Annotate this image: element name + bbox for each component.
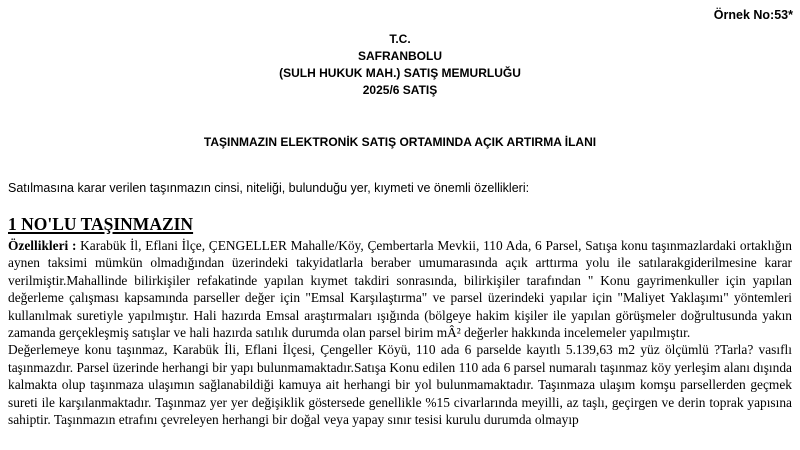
features-paragraph (8, 237, 792, 341)
features-text: Karabük İl, Eflani İlçe, ÇENGELLER Mahalle/Köy, Çembertarla Mevkii, 110 Ada, 6 Parsel, Satışa konu taşınmazlardaki ortaklığın aynen taksimi mümkün olmadığından üzerindeki takyidatlarla beraber umumarasında açık arttırma yolu ile satılarakgiderilmesine karar verilmiştir.Mahallinde bilirkişiler refakatinde yapılan kıymet takdiri sonrasında, bilirkişiler tarafından " Konu gayrimenkuller için yapılan değerleme çalışması kapsamında parseller değer için "Emsal Karşılaştırma" ve parsel üzerindeki yapılar için "Maliyet Yaklaşımı" yöntemleri kullanılmak suretiyle yapılmıştır. Hali hazırda Emsal araştırmaları ışığında (bölgeye hakim kişiler ile yapılan görüşmeler doğrultusunda yakın zamanda gerçekleşmiş satışlar ve hali hazırda satılık durumda olan parsel birim mÂ² değerler hakkında incelemeler yapılmıştır. (8, 238, 792, 341)
header-city: SAFRANBOLU (358, 49, 442, 63)
property-description (8, 237, 792, 428)
header-country: T.C. (389, 32, 411, 46)
valuation-paragraph: Değerlemeye konu taşınmaz, Karabük İli, Eflani İlçesi, Çengeller Köyü, 110 ada 6 parselde kayıtlı 5.139,63 m2 yüz ölçümlü ?Tarla? vasıflı taşınmazdır. Parsel üzerinde herhangi bir yapı bulunmamaktadır.Satışa Konu edilen 110 ada 6 parsel numaralı taşınmaz köy yerleşim alanı dışında kalmakta olup taşınmaza ulaşımın sağlanabildiği kamuya ait herhangi bir yol bulunmamaktadır. Taşınmaza ulaşım komşu parsellerden geçmek sureti ile karşılanmaktadır. Taşınmaz yer yer değişiklik göstersede genellikle %15 civarlarında meyilli, az taşlı, geçirgen ve derin toprak yapısına sahiptir. Taşınmazın etrafını çevreleyen herhangi bir doğal veya yapay sınır tesisi kurulu durumda olmayıp (8, 342, 792, 428)
header-case-number: 2025/6 SATIŞ (362, 83, 438, 97)
features-label: Özellikleri : (8, 238, 77, 253)
notice-title: TAŞINMAZIN ELEKTRONİK SATIŞ ORTAMINDA AÇIK ARTIRMA İLANI (203, 135, 597, 149)
header-office: (SULH HUKUK MAH.) SATIŞ MEMURLUĞU (279, 66, 521, 80)
document-header (0, 31, 800, 99)
sample-number: Örnek No:53* (713, 8, 793, 22)
intro-text: Satılmasına karar verilen taşınmazın cinsi, niteliği, bulunduğu yer, kıymeti ve önemli özellikleri: (8, 181, 530, 195)
property-title: 1 NO'LU TAŞINMAZIN (8, 214, 194, 234)
